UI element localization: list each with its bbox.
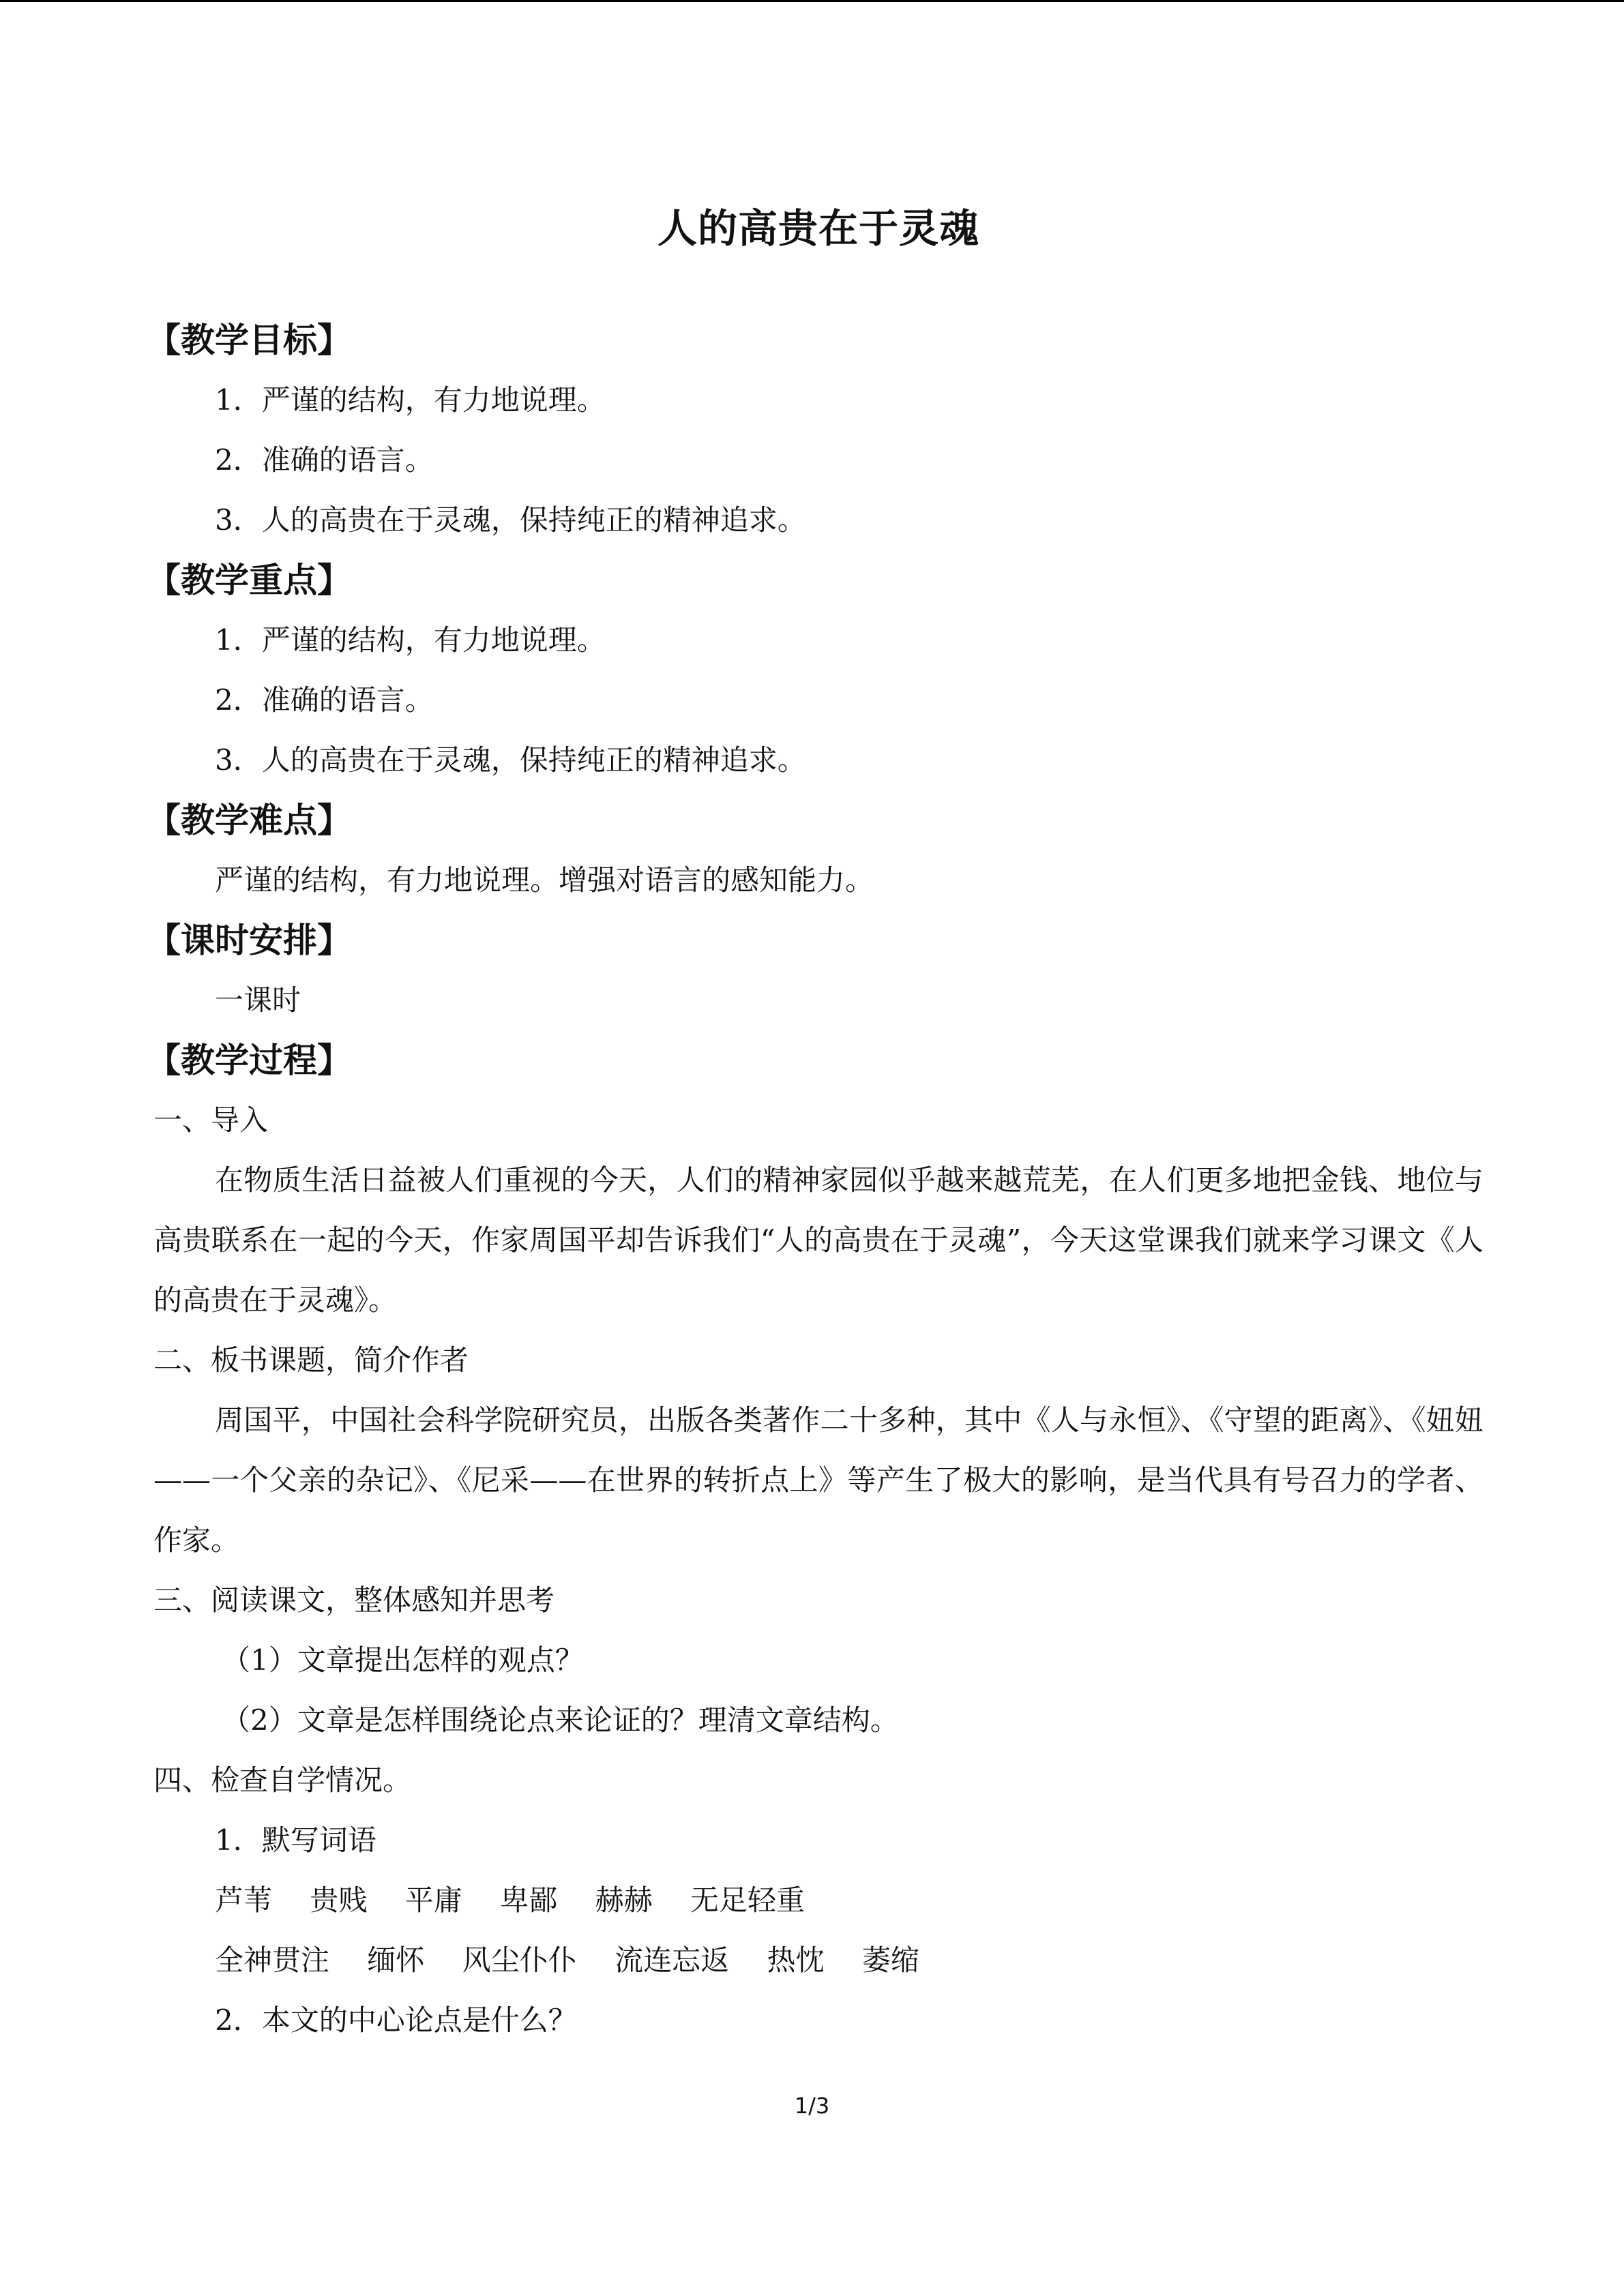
vocabulary-word: 流连忘返	[615, 1943, 730, 1977]
vocabulary-row	[153, 1870, 1483, 1930]
goal-item: 1．严谨的结构，有力地说理。	[215, 383, 606, 417]
vocabulary-word: 赫赫	[595, 1883, 653, 1917]
schedule-text: 一课时	[215, 983, 301, 1017]
vocabulary-word: 风尘仆仆	[462, 1943, 577, 1977]
self-study-item: 1．默写词语	[215, 1823, 377, 1857]
intro-paragraph: 在物质生活日益被人们重视的今天，人们的精神家园似乎越来越荒芜，在人们更多地把金钱、地位与高贵联系在一起的今天，作家周国平却告诉我们“人的高贵在于灵魂”，今天这堂课我们就来学习课文《人的高贵在于灵魂》。	[153, 1163, 1483, 1317]
reading-question: （1）文章提出怎样的观点？	[222, 1643, 584, 1677]
process-step-heading-reading: 三、阅读课文，整体感知并思考	[153, 1583, 555, 1617]
goal-item: 2．准确的语言。	[215, 443, 434, 477]
vocabulary-word: 萎缩	[861, 1943, 919, 1977]
self-study-item: 2．本文的中心论点是什么？	[215, 2003, 577, 2037]
vocabulary-word: 全神贯注	[215, 1943, 330, 1977]
document-page	[147, 198, 1483, 2051]
key-point-item: 3．人的高贵在于灵魂，保持纯正的精神追求。	[215, 743, 806, 777]
section-heading-process: 【教学过程】	[147, 1041, 351, 1080]
difficulties-text: 严谨的结构，有力地说理。增强对语言的感知能力。	[215, 863, 874, 897]
section-heading-goals: 【教学目标】	[147, 320, 351, 360]
key-point-item: 2．准确的语言。	[215, 683, 434, 717]
author-paragraph: 周国平，中国社会科学院研究员，出版各类著作二十多种，其中《人与永恒》、《守望的距离》、《妞妞——一个父亲的杂记》、《尼采——在世界的转折点上》等产生了极大的影响，是当代具有号召力的学者、作家。	[153, 1403, 1483, 1557]
vocabulary-word: 芦苇	[215, 1883, 273, 1917]
process-step-heading-intro: 一、导入	[153, 1103, 269, 1137]
vocabulary-word: 贵贱	[310, 1883, 368, 1917]
goal-item: 3．人的高贵在于灵魂，保持纯正的精神追求。	[215, 503, 806, 537]
process-step-heading-author: 二、板书课题，简介作者	[153, 1343, 469, 1377]
reading-question: （2）文章是怎样围绕论点来论证的？理清文章结构。	[222, 1703, 899, 1737]
page-number: 1/3	[794, 2093, 830, 2119]
vocabulary-word: 卑鄙	[500, 1883, 558, 1917]
vocabulary-word: 无足轻重	[690, 1883, 805, 1917]
process-step-heading-self-study: 四、检查自学情况。	[153, 1763, 412, 1797]
top-border-line	[0, 0, 1624, 2]
vocabulary-row	[153, 1930, 1483, 1991]
section-heading-difficulties: 【教学难点】	[147, 801, 351, 840]
section-heading-schedule: 【课时安排】	[147, 921, 351, 960]
vocabulary-word: 缅怀	[367, 1943, 425, 1977]
vocabulary-word: 热忱	[767, 1943, 825, 1977]
section-heading-key-points: 【教学重点】	[147, 561, 351, 600]
document-title: 人的高贵在于灵魂	[657, 205, 979, 252]
key-point-item: 1．严谨的结构，有力地说理。	[215, 623, 606, 657]
vocabulary-word: 平庸	[404, 1883, 462, 1917]
